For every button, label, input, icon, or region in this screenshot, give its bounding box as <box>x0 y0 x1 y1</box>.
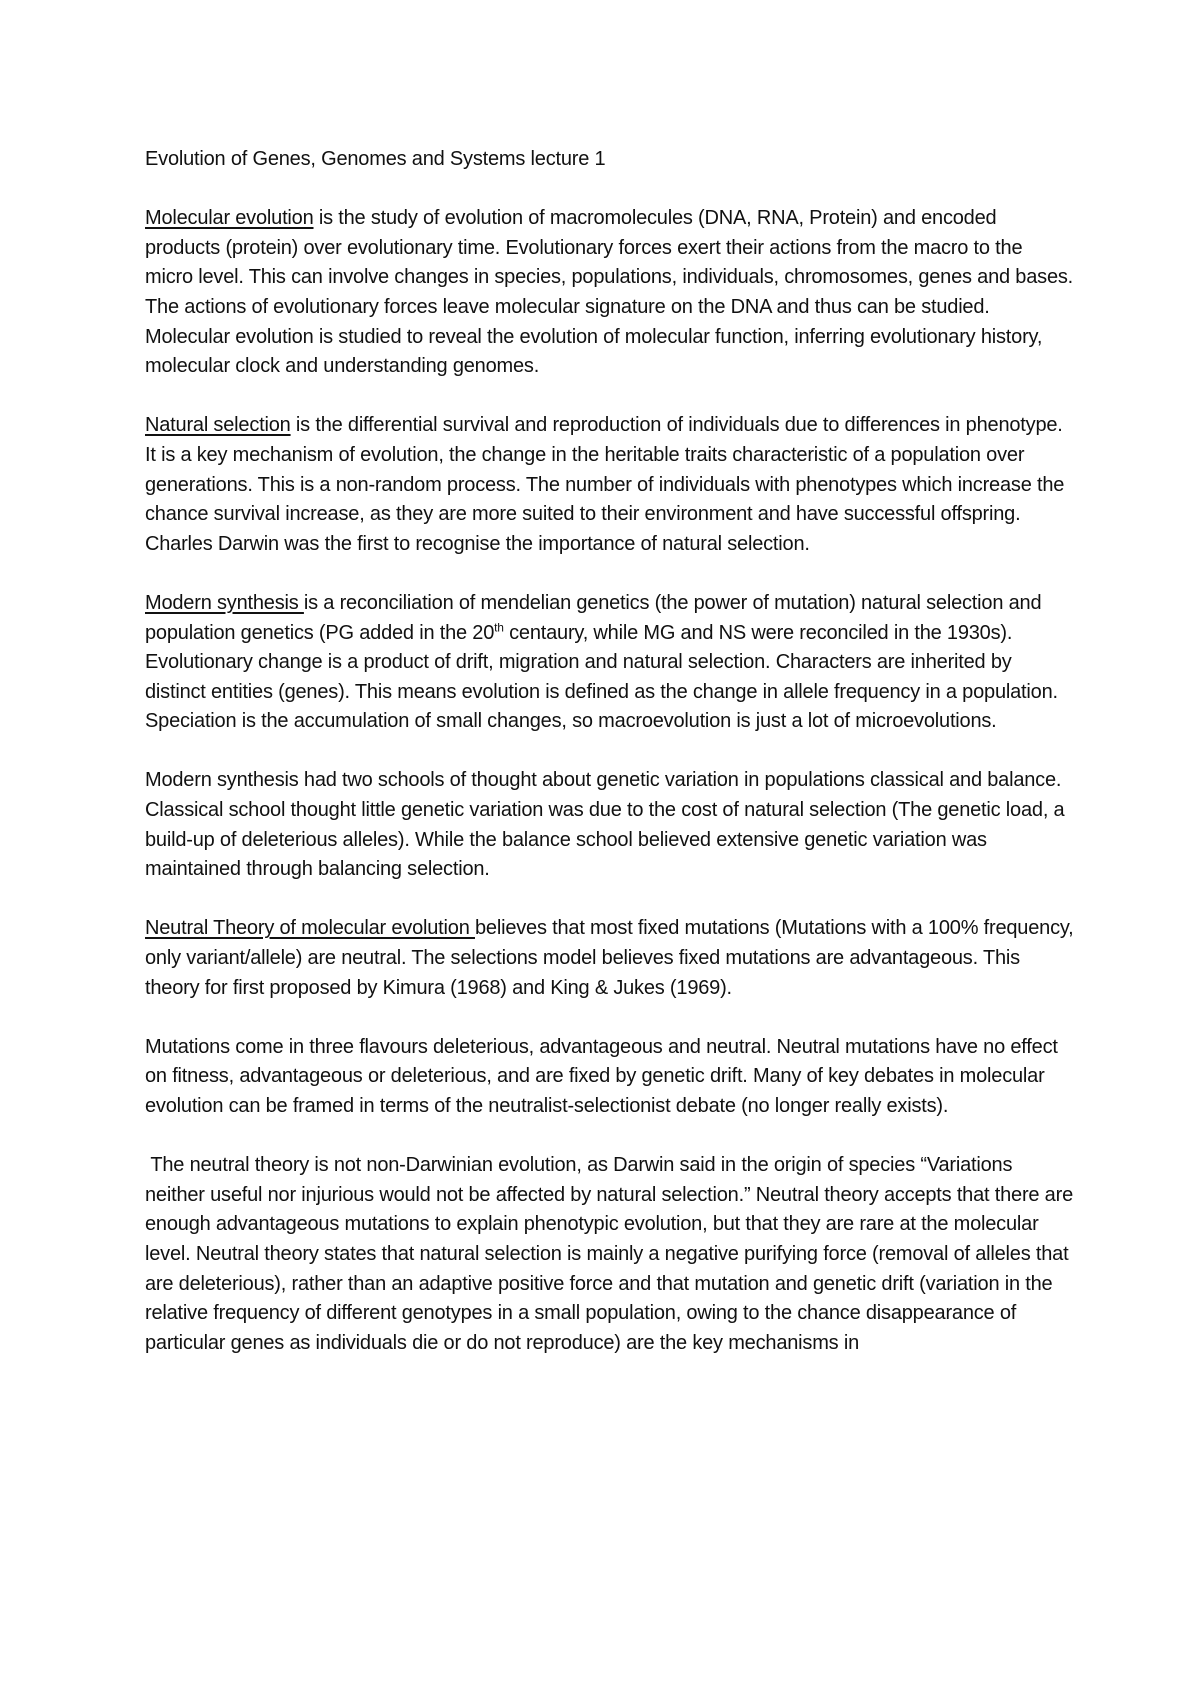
paragraph-text: Modern synthesis had two schools of thought about genetic variation in populations classical and balance. Classical school thought little genetic variation was due to the cost of natural selection (The genetic load, a build-up of deleterious alleles). While the balance school believed extensive genetic variation was maintained through balancing selection. <box>145 769 1065 881</box>
paragraph-molecular-evolution <box>145 204 1075 382</box>
paragraph-text: centaury, while MG and NS were reconciled in the 1930s). Evolutionary change is a product of drift, migration and natural selection. Characters are inherited by distinct entities (genes). This means evolution is defined as the change in allele frequency in a population. Speciation is the accumulation of small changes, so macroevolution is just a lot of microevolutions. <box>145 621 1058 733</box>
paragraph-text: believes that most fixed mutations (Mutations with a 100% frequency, only variant/allele) are neutral. The selections model believes fixed mutations are advantageous. This theory for first proposed by Kimura (1968) and King & Jukes (1969). <box>145 917 1074 999</box>
term-modern-synthesis: Modern synthesis <box>145 591 304 614</box>
superscript-ordinal: th <box>494 619 504 634</box>
paragraph-text: The neutral theory is not non-Darwinian evolution, as Darwin said in the origin of species “Variations neither useful nor injurious would not be affected by natural selection.” Neutral theory accepts that there are enough advantageous mutations to explain phenotypic evolution, but that they are rare at the molecular level. Neutral theory states that natural selection is mainly a negative purifying force (removal of alleles that are deleterious), rather than an adaptive positive force and that mutation and genetic drift (variation in the relative frequency of different genotypes in a small population, owing to the chance disappearance of particular genes as individuals die or do not reproduce) are the key mechanisms in <box>145 1154 1079 1354</box>
paragraph-text: Mutations come in three flavours deleterious, advantageous and neutral. Neutral mutations have no effect on fitness, advantageous or deleterious, and are fixed by genetic drift. Many of key debates in molecular evolution can be framed in terms of the neutralist-selectionist debate (no longer really exists). <box>145 1035 1058 1117</box>
paragraph-modern-synthesis <box>145 589 1075 737</box>
paragraph-neutral-theory <box>145 914 1075 1003</box>
paragraph-schools-of-thought <box>145 766 1075 884</box>
paragraph-text: is the differential survival and reproduction of individuals due to differences in phenotype. It is a key mechanism of evolution, the change in the heritable traits characteristic of a population over generations. This is a non-random process. The number of individuals with phenotypes which increase the chance survival increase, as they are more suited to their environment and have successful offspring. Charles Darwin was the first to recognise the importance of natural selection. <box>145 414 1065 555</box>
document-body <box>145 145 1079 1388</box>
document-title: Evolution of Genes, Genomes and Systems lecture 1 <box>145 148 606 170</box>
paragraph-text: is a reconciliation of mendelian genetics (the power of mutation) natural selection and population genetics (PG added in the 20 <box>145 591 1042 644</box>
term-natural-selection: Natural selection <box>145 414 291 437</box>
term-molecular-evolution: Molecular evolution <box>145 207 314 230</box>
paragraph-neutral-not-non-darwinian <box>145 1151 1079 1358</box>
term-neutral-theory: Neutral Theory of molecular evolution <box>145 917 475 940</box>
paragraph-mutation-flavours <box>145 1033 1075 1122</box>
paragraph-text: is the study of evolution of macromolecules (DNA, RNA, Protein) and encoded products (protein) over evolutionary time. Evolutionary forces exert their actions from the macro to the micro level. This can involve changes in species, populations, individuals, chromosomes, genes and bases. The actions of evolutionary forces leave molecular signature on the DNA and thus can be studied. Molecular evolution is studied to reveal the evolution of molecular function, inferring evolutionary history, molecular clock and understanding genomes. <box>145 207 1074 378</box>
paragraph-natural-selection <box>145 411 1075 559</box>
